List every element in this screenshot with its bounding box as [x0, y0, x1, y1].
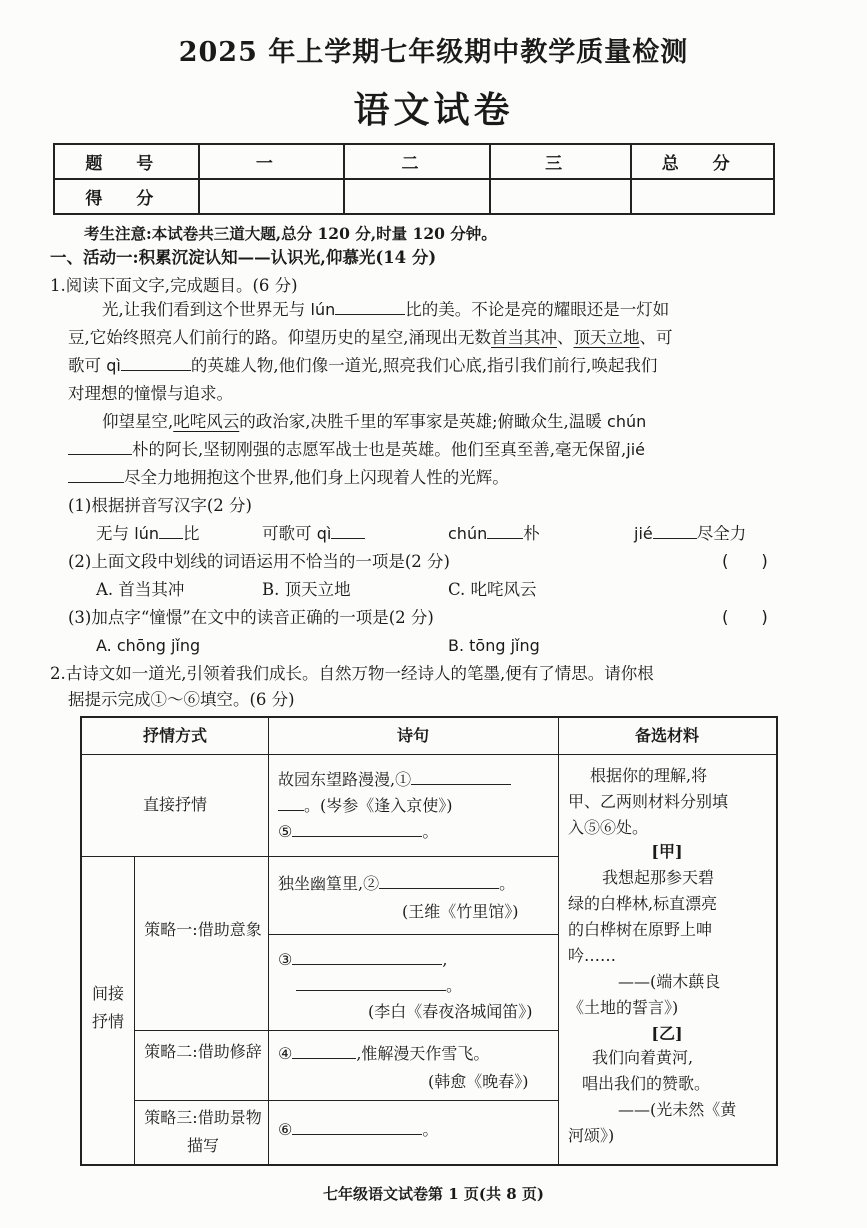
col-header-material: 备选材料 [634, 726, 699, 745]
answer-blank-6[interactable] [292, 1117, 422, 1135]
table-divider [82, 856, 558, 857]
answer-blank-3[interactable] [296, 973, 446, 991]
table-divider [134, 1100, 558, 1101]
answer-paren[interactable]: ( ) [722, 608, 768, 627]
material-jia-text: 的白桦树在原野上呻 [568, 920, 713, 939]
q1-sub1-prompt: (1)根据拼音写汉字(2 分) [68, 496, 252, 515]
page-footer: 七年级语文试卷第 1 页(共 8 页) [323, 1185, 544, 1203]
passage-line: 对理想的憧憬与追求。 [68, 384, 233, 403]
q2-prompt: 2.古诗文如一道光,引领着我们成长。自然万物一经诗人的笔墨,便有了情思。请你根 [50, 664, 654, 683]
verse-line: ③ , [278, 946, 447, 974]
material-jia-label: [甲] [651, 842, 683, 861]
poem-table [80, 716, 778, 1166]
pinyin-item: 无与 lún 比 [96, 520, 199, 548]
material-yi-text: 唱出我们的赞歌。 [582, 1074, 711, 1093]
col-header-method: 抒情方式 [142, 726, 207, 745]
material-yi-source: ——(光未然《黄 [618, 1100, 737, 1119]
passage-line: 豆,它始终照亮人们前行的路。仰望历史的星空,涌现出无数首当其冲、顶天立地、可 [68, 328, 673, 347]
score-cell[interactable] [490, 179, 632, 214]
verse-line: ⑥ 。 [278, 1116, 438, 1144]
verse-line: ④ ,惟解漫天作雪飞。 [278, 1040, 489, 1068]
passage-line: 尽全力地拥抱这个世界,他们身上闪现着人性的光辉。 [68, 464, 509, 492]
option-a: A. 首当其冲 [96, 580, 185, 599]
option-b: B. tōng jǐng [448, 636, 540, 655]
verse-source: (韩愈《晚春》) [428, 1072, 529, 1091]
table-divider [134, 1030, 558, 1031]
answer-blank-2[interactable] [379, 871, 499, 889]
material-yi-label: [乙] [651, 1024, 683, 1043]
label-strategy2: 策略二:借助修辞 [144, 1042, 262, 1061]
label-strategy1: 策略一:借助意象 [144, 920, 262, 939]
material-jia-source: ——(端木蕻良 [618, 972, 721, 991]
section1-title: 一、活动一:积累沉淀认知——认识光,仰慕光(14 分) [50, 248, 437, 267]
option-b: B. 顶天立地 [262, 580, 351, 599]
verse-line: 。 [296, 972, 462, 1000]
verse-source: (王维《竹里馆》) [402, 902, 519, 921]
score-table [53, 143, 775, 215]
material-intro: 根据你的理解,将 [590, 766, 708, 785]
answer-blank-1[interactable] [411, 767, 511, 785]
col-header-verse: 诗句 [396, 726, 429, 745]
q1-prompt: 1.阅读下面文字,完成题目。(6 分) [50, 276, 298, 295]
score-header-cell: 总 分 [631, 144, 774, 179]
pinyin-item: 可歌可 qì [262, 520, 365, 548]
answer-blank[interactable] [68, 465, 124, 483]
answer-blank[interactable] [159, 521, 183, 539]
verse-line: 独坐幽篁里,② 。 [278, 870, 515, 898]
verse-source: (李白《春夜洛城闻笛》) [368, 1002, 533, 1021]
material-intro: 甲、乙两则材料分别填 [568, 792, 729, 811]
table-divider [82, 754, 776, 755]
label-direct: 直接抒情 [142, 795, 207, 814]
answer-blank[interactable] [68, 437, 132, 455]
material-intro: 入⑤⑥处。 [568, 818, 649, 837]
score-cell[interactable] [199, 179, 345, 214]
pinyin-item: chún 朴 [448, 520, 540, 548]
answer-paren[interactable]: ( ) [722, 552, 768, 571]
verse-line: ⑤ 。 [278, 818, 438, 846]
q2-prompt-cont: 据提示完成①～⑥填空。(6 分) [68, 690, 295, 709]
label-strategy3: 策略三:借助景物描写 [144, 1108, 262, 1155]
exam-subject: 语文试卷 [353, 89, 514, 131]
score-header-cell: 三 [490, 144, 632, 179]
material-jia-text: 我想起那参天碧 [602, 868, 715, 887]
passage-line: 朴的阿长,坚韧刚强的志愿军战士也是英雄。他们至真至善,毫无保留,jié [68, 436, 645, 464]
material-yi-source: 河颂》) [568, 1126, 615, 1145]
exam-notice: 考生注意:本试卷共三道大题,总分 120 分,时量 120 分钟。 [84, 224, 497, 243]
score-cell[interactable] [344, 179, 490, 214]
material-yi-text: 我们向着黄河, [592, 1048, 694, 1067]
answer-blank[interactable] [653, 521, 697, 539]
score-header-cell: 一 [199, 144, 345, 179]
answer-blank-3[interactable] [292, 947, 442, 965]
exam-title: 2025 年上学期七年级期中教学质量检测 [178, 37, 689, 68]
pinyin-item: jié 尽全力 [634, 520, 746, 548]
score-header-cell: 题 号 [54, 144, 199, 179]
score-table-score-row [54, 179, 774, 214]
passage-line: 仰望星空,叱咤风云的政治家,决胜千里的军事家是英雄;俯瞰众生,温暖 chún [102, 412, 647, 431]
verse-line: 。(岑参《逢入京使》) [278, 792, 453, 820]
material-jia-source: 《土地的誓言》) [568, 998, 679, 1017]
answer-blank-4[interactable] [292, 1041, 356, 1059]
table-divider [134, 856, 135, 1164]
answer-blank-1[interactable] [278, 793, 304, 811]
score-header-cell: 二 [344, 144, 490, 179]
label-indirect: 间接抒情 [91, 984, 124, 1031]
material-jia-text: 绿的白桦林,标直漂亮 [568, 894, 718, 913]
option-c: C. 叱咤风云 [448, 580, 537, 599]
q1-sub3-prompt: (3)加点字“憧憬”在文中的读音正确的一项是(2 分) [68, 608, 434, 627]
passage-line: 光,让我们看到这个世界无与 lún 比的美。不论是亮的耀眼还是一灯如 [102, 296, 669, 324]
answer-blank[interactable] [121, 353, 191, 371]
table-divider [268, 718, 269, 1164]
score-cell[interactable] [631, 179, 774, 214]
q1-sub2-prompt: (2)上面文段中划线的词语运用不恰当的一项是(2 分) [68, 552, 450, 571]
option-a: A. chōng jǐng [96, 636, 201, 655]
answer-blank[interactable] [487, 521, 523, 539]
table-divider [268, 934, 558, 935]
material-jia-text: 吟…… [568, 946, 617, 965]
passage-line: 歌可 qì 的英雄人物,他们像一道光,照亮我们心底,指引我们前行,唤起我们 [68, 352, 657, 380]
verse-line: 故园东望路漫漫,① [278, 766, 511, 794]
answer-blank[interactable] [331, 521, 365, 539]
score-row-label: 得 分 [54, 179, 199, 214]
answer-blank[interactable] [335, 297, 405, 315]
table-divider [558, 718, 559, 1164]
score-table-header-row [54, 144, 774, 179]
answer-blank-5[interactable] [292, 819, 422, 837]
